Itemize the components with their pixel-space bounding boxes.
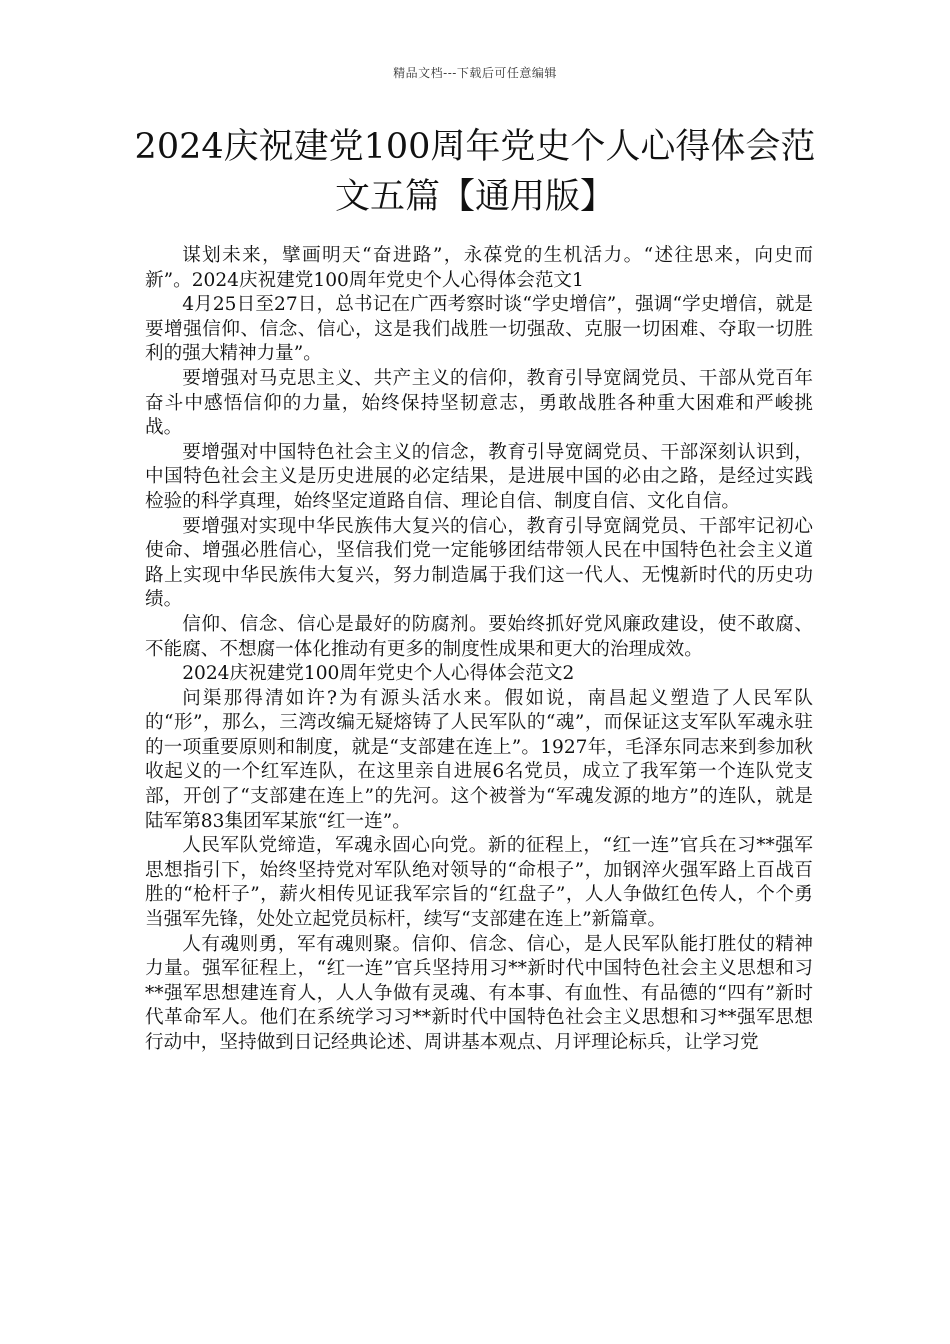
- paragraph: 人有魂则勇，军有魂则聚。信仰、信念、信心，是人民军队能打胜仗的精神力量。强军征程上，“红一连”官兵坚持用习**新时代中国特色社会主义思想和习**强军思想建连育人，人人争做有灵魂、有本事、有血性、有品德的“四有”新时代革命军人。他们在系统学习习**新时代中国特色社会主义思想和习**强军思想行动中，坚持做到日记经典论述、周讲基本观点、月评理论标兵，让学习党: [145, 933, 813, 1053]
- paragraph: 要增强对实现中华民族伟大复兴的信心，教育引导宽阔党员、干部牢记初心使命、增强必胜信心，坚信我们党一定能够团结带领人民在中国特色社会主义道路上实现中华民族伟大复兴，努力制造属于我们这一代人、无愧新时代的历史功绩。: [145, 515, 813, 611]
- paragraph: 要增强对马克思主义、共产主义的信仰，教育引导宽阔党员、干部从党百年奋斗中感悟信仰的力量，始终保持坚韧意志，勇敢战胜各种重大困难和严峻挑战。: [145, 367, 813, 439]
- document-body: [145, 244, 813, 1056]
- paragraph: 问渠那得清如许?为有源头活水来。假如说，南昌起义塑造了人民军队的“形”，那么，三湾改编无疑熔铸了人民军队的“魂”，而保证这支军队军魂永驻的一项重要原则和制度，就是“支部建在连上”。1927年，毛泽东同志来到参加秋收起义的一个红军连队，在这里亲自进展6名党员，成立了我军第一个连队党支部，开创了“支部建在连上”的先河。这个被誉为“军魂发源的地方”的连队，就是陆军第83集团军某旅“红一连”。: [145, 687, 813, 832]
- paragraph: 4月25日至27日，总书记在广西考察时谈“学史增信”，强调“学史增信，就是要增强信仰、信念、信心，这是我们战胜一切强敌、克服一切困难、夺取一切胜利的强大精神力量”。: [145, 294, 813, 365]
- section-heading: 2024庆祝建党100周年党史个人心得体会范文2: [182, 663, 575, 685]
- paragraph: 信仰、信念、信心是最好的防腐剂。要始终抓好党风廉政建设，使不敢腐、不能腐、不想腐一体化推动有更多的制度性成果和更大的治理成效。: [145, 613, 813, 660]
- paragraph: 谋划未来，擘画明天“奋进路”，永葆党的生机活力。“述往思来，向史而新”。2024庆祝建党100周年党史个人心得体会范文1: [145, 245, 813, 291]
- header-note: 精品文档---下载后可任意编辑: [393, 66, 557, 80]
- paragraph: 要增强对中国特色社会主义的信念，教育引导宽阔党员、干部深刻认识到，中国特色社会主义是历史进展的必定结果，是进展中国的必由之路，是经过实践检验的科学真理，始终坚定道路自信、理论自信、制度自信、文化自信。: [145, 441, 813, 512]
- document-title: 2024庆祝建党100周年党史个人心得体会范文五篇【通用版】: [134, 127, 816, 217]
- paragraph: 人民军队党缔造，军魂永固心向党。新的征程上，“红一连”官兵在习**强军思想指引下，始终坚持党对军队绝对领导的“命根子”，加钢淬火强军路上百战百胜的“枪杆子”，薪火相传见证我军宗旨的“红盘子”，人人争做红色传人，个个勇当强军先锋，处处立起党员标杆，续写“支部建在连上”新篇章。: [145, 835, 813, 931]
